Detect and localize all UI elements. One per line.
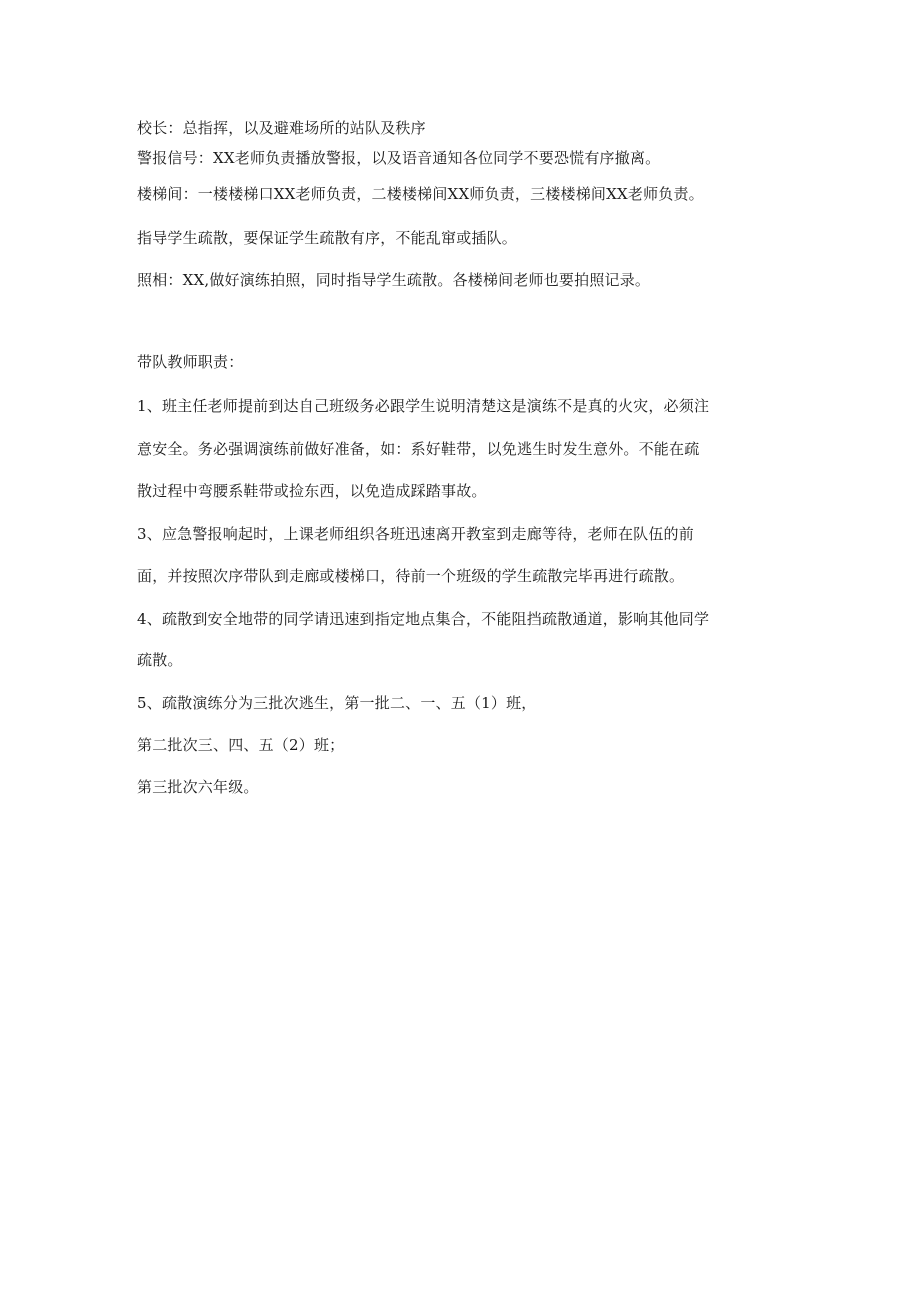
duty-item-5-line-1: 5、疏散演练分为三批次逃生，第一批二、一、五（1）班， <box>137 694 537 712</box>
duty-item-3-line-1: 3、应急警报响起时，上课老师组织各班迅速离开教室到走廊等待，老师在队伍的前 <box>137 525 694 543</box>
duty-item-4-line-2: 疏散。 <box>137 651 183 669</box>
duties-heading: 带队教师职责： <box>137 353 244 371</box>
duty-item-1-line-1: 1、班主任老师提前到达自己班级务必跟学生说明清楚这是演练不是真的火灾，必须注 <box>137 397 710 415</box>
duty-item-5-line-3: 第三批次六年级。 <box>137 778 259 796</box>
duty-item-1-line-3: 散过程中弯腰系鞋带或捡东西，以免造成踩踏事故。 <box>137 482 487 500</box>
alarm-role-text: 警报信号：XX老师负责播放警报，以及语音通知各位同学不要恐慌有序撤离。 <box>137 149 661 167</box>
duty-item-5-line-2: 第二批次三、四、五（2）班； <box>137 736 345 754</box>
duty-item-3-line-2: 面，并按照次序带队到走廊或楼梯口，待前一个班级的学生疏散完毕再进行疏散。 <box>137 567 685 585</box>
principal-role-text: 校长：总指挥，以及避难场所的站队及秩序 <box>137 119 426 137</box>
stairs-role-text: 楼梯间：一楼楼梯口XX老师负责，二楼楼梯间XX师负责，三楼楼梯间XX老师负责。 <box>137 185 704 203</box>
duty-item-4-line-1: 4、疏散到安全地带的同学请迅速到指定地点集合，不能阻挡疏散通道，影响其他同学 <box>137 610 710 628</box>
photo-role-text: 照相：XX,做好演练拍照，同时指导学生疏散。各楼梯间老师也要拍照记录。 <box>137 271 651 289</box>
duty-item-1-line-2: 意安全。务必强调演练前做好准备，如：系好鞋带，以免逃生时发生意外。不能在疏 <box>137 440 700 458</box>
stairs-role-continued-text: 指导学生疏散，要保证学生疏散有序，不能乱窜或插队。 <box>137 229 518 247</box>
